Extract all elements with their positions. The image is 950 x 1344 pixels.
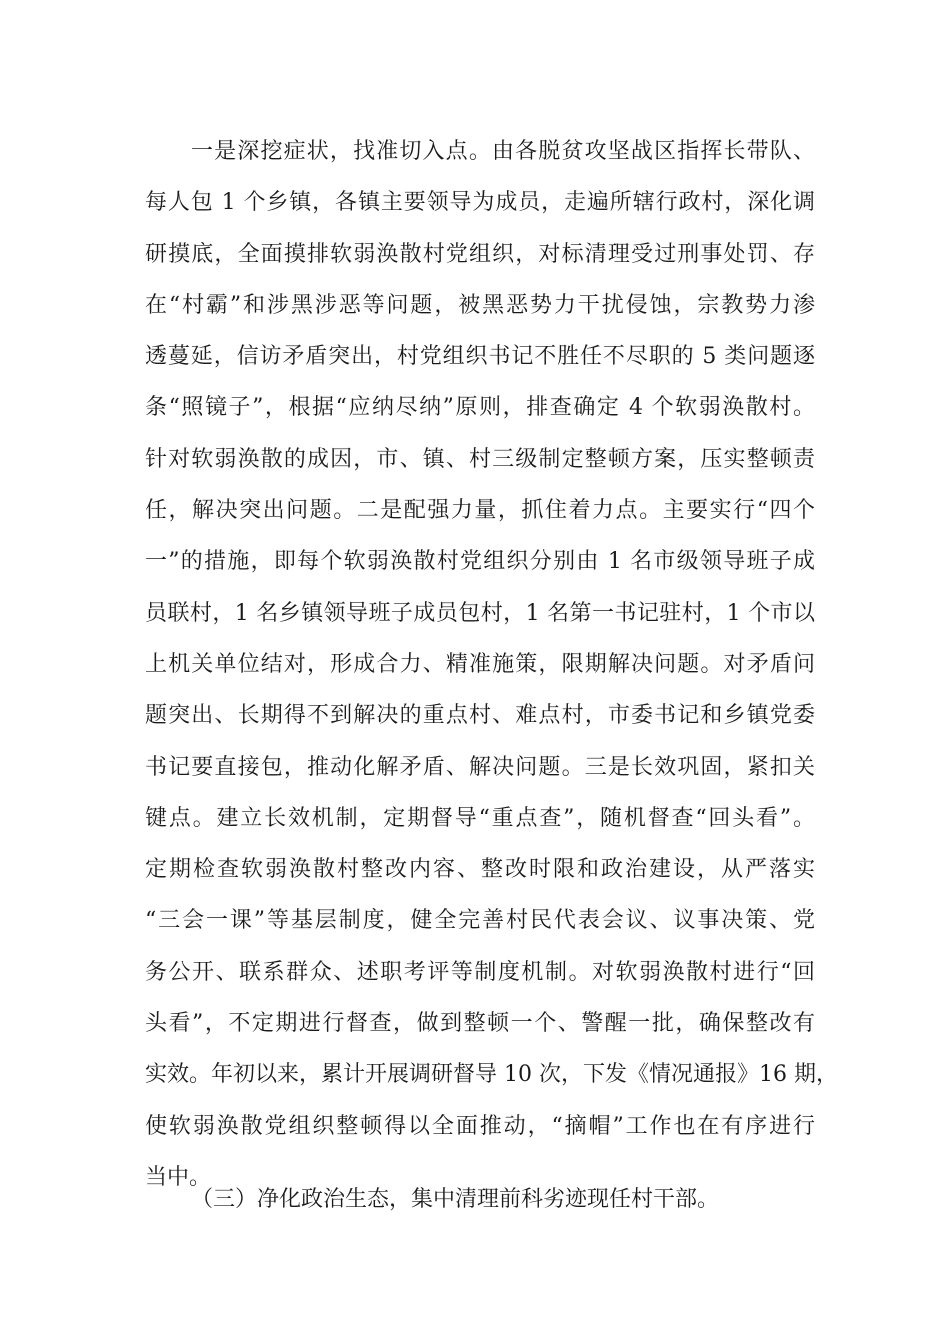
paragraph-line: 在“村霸”和涉黑涉恶等问题，被黑恶势力干扰侵蚀，宗教势力渗 bbox=[145, 292, 815, 318]
paragraph-line: 一”的措施，即每个软弱涣散村党组织分别由 1 名市级领导班子成 bbox=[145, 549, 815, 575]
paragraph-line: 定期检查软弱涣散村整改内容、整改时限和政治建设，从严落实 bbox=[145, 857, 815, 883]
paragraph-line: 使软弱涣散党组织整顿得以全面推动，“摘帽”工作也在有序进行 bbox=[145, 1113, 815, 1139]
paragraph-line: 头看”，不定期进行督查，做到整顿一个、警醒一批，确保整改有 bbox=[145, 1011, 815, 1037]
paragraph-line: 研摸底，全面摸排软弱涣散村党组织，对标清理受过刑事处罚、存 bbox=[145, 241, 815, 267]
body-paragraph bbox=[145, 126, 838, 1203]
paragraph-line: 每人包 1 个乡镇，各镇主要领导为成员，走遍所辖行政村，深化调 bbox=[145, 190, 815, 216]
paragraph-line: 当中。 bbox=[145, 1164, 212, 1190]
paragraph-line: 一是深挖症状，找准切入点。由各脱贫攻坚战区指挥长带队、 bbox=[191, 139, 815, 164]
paragraph-line: 务公开、联系群众、述职考评等制度机制。对软弱涣散村进行“回 bbox=[145, 959, 815, 985]
paragraph-line: 条“照镜子”，根据“应纳尽纳”原则，排查确定 4 个软弱涣散村。 bbox=[145, 395, 815, 421]
paragraph-line: 上机关单位结对，形成合力、精准施策，限期解决问题。对矛盾问 bbox=[145, 651, 815, 677]
paragraph-line: 针对软弱涣散的成因，市、镇、村三级制定整顿方案，压实整顿责 bbox=[145, 446, 815, 472]
paragraph-line: 透蔓延，信访矛盾突出，村党组织书记不胜任不尽职的 5 类问题逐 bbox=[145, 344, 815, 370]
paragraph-line: 题突出、长期得不到解决的重点村、难点村，市委书记和乡镇党委 bbox=[145, 703, 815, 729]
paragraph-line: 任，解决突出问题。二是配强力量，抓住着力点。主要实行“四个 bbox=[145, 498, 815, 524]
paragraph-line: 员联村，1 名乡镇领导班子成员包村，1 名第一书记驻村，1 个市以 bbox=[145, 600, 815, 626]
paragraph-line: 实效。年初以来，累计开展调研督导 10 次，下发《情况通报》16 期， bbox=[145, 1062, 838, 1088]
paragraph-line: “三会一课”等基层制度，健全完善村民代表会议、议事决策、党 bbox=[145, 908, 815, 934]
paragraph-line: 键点。建立长效机制，定期督导“重点查”，随机督查“回头看”。 bbox=[145, 805, 815, 831]
section-heading: （三）净化政治生态，集中清理前科劣迹现任村干部。 bbox=[191, 1187, 720, 1212]
paragraph-line: 书记要直接包，推动化解矛盾、解决问题。三是长效巩固，紧扣关 bbox=[145, 754, 815, 780]
